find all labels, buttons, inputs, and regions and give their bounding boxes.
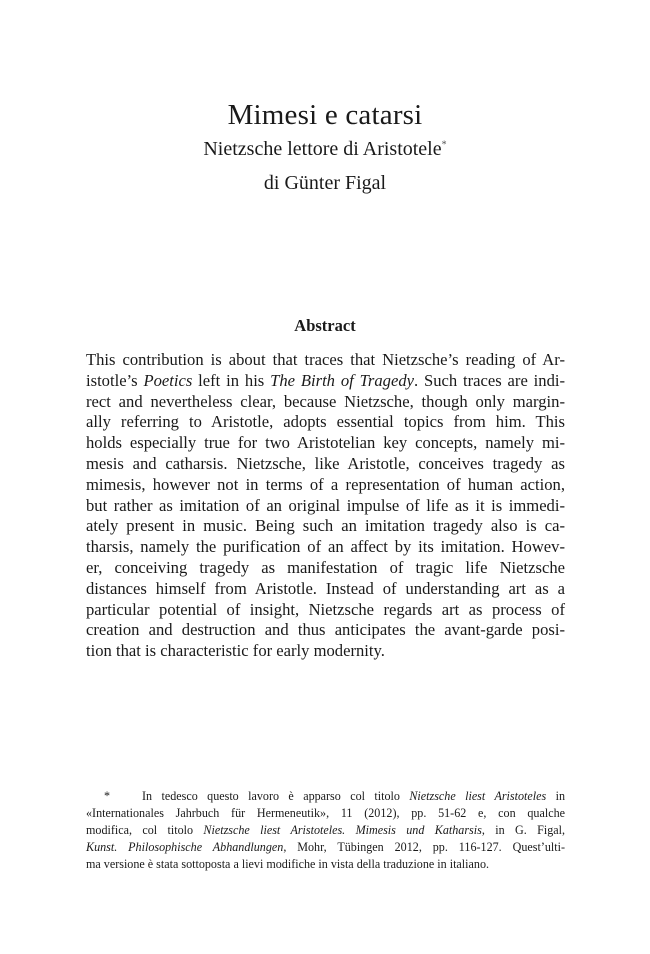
abstract-line bbox=[86, 579, 565, 600]
abstract-line bbox=[86, 371, 565, 392]
text-run: , Mohr, Tübingen 2012, pp. 116-127. Quest’ulti- bbox=[283, 840, 565, 854]
subtitle-text: Nietzsche lettore di Aristotele bbox=[203, 138, 442, 160]
abstract-line bbox=[86, 537, 565, 558]
text-run: ately present in music. Being such an imitation tragedy also is ca- bbox=[86, 516, 565, 536]
footnote-line bbox=[86, 839, 565, 856]
abstract-line bbox=[86, 620, 565, 641]
text-run: in bbox=[546, 789, 565, 803]
italic-title: Nietzsche liest Aristoteles. Mimesis und Katharsis bbox=[203, 823, 482, 837]
text-run: mesis and catharsis. Nietzsche, like Aristotle, conceives tragedy as bbox=[86, 453, 565, 473]
abstract-line bbox=[86, 412, 565, 433]
footnote-line bbox=[86, 805, 565, 822]
footnote-line bbox=[86, 856, 565, 873]
text-run: distances himself from Aristotle. Instead of understanding art as a bbox=[86, 578, 565, 598]
footnote-line bbox=[86, 822, 565, 839]
text-run: tharsis, namely the purification of an affect by its imitation. Howev- bbox=[86, 537, 565, 557]
text-run: istotle’s bbox=[86, 370, 144, 390]
title-block bbox=[0, 98, 650, 196]
abstract-line bbox=[86, 475, 565, 496]
abstract-line bbox=[86, 600, 565, 621]
abstract-line bbox=[86, 433, 565, 454]
abstract-body bbox=[86, 350, 565, 662]
text-run: In tedesco questo lavoro è apparso col titolo bbox=[142, 789, 410, 803]
text-run: but rather as imitation of an original impulse of life as it is immedi- bbox=[86, 495, 565, 515]
abstract-heading: Abstract bbox=[294, 316, 356, 335]
text-run: This contribution is about that traces that Nietzsche’s reading of Ar- bbox=[86, 350, 565, 369]
abstract-line bbox=[86, 350, 565, 371]
footnote-reference[interactable]: * bbox=[441, 139, 447, 151]
article-author: di Günter Figal bbox=[263, 172, 387, 194]
text-run: left in his bbox=[192, 370, 271, 390]
text-run: holds especially true for two Aristotelian key concepts, namely mi- bbox=[86, 433, 565, 453]
text-run: tion that is characteristic for early modernity. bbox=[86, 641, 385, 661]
text-run: rect and nevertheless clear, because Nietzsche, though only margin- bbox=[86, 391, 565, 411]
text-run: modifica, col titolo bbox=[86, 823, 204, 837]
abstract-line bbox=[86, 454, 565, 475]
italic-title: Kunst. Philosophische Abhandlungen bbox=[86, 840, 284, 854]
abstract-line bbox=[86, 558, 565, 579]
text-run: creation and destruction and thus anticipates the avant-garde posi- bbox=[86, 620, 565, 640]
article-subtitle bbox=[0, 136, 650, 162]
abstract-line bbox=[86, 641, 565, 662]
abstract-line bbox=[86, 516, 565, 537]
text-run: ally referring to Aristotle, adopts essential topics from him. This bbox=[86, 412, 565, 432]
text-run: mimesis, however not in terms of a representation of human action, bbox=[86, 474, 565, 494]
abstract-line bbox=[86, 392, 565, 413]
text-run: particular potential of insight, Nietzsche regards art as process of bbox=[86, 599, 565, 619]
italic-title: The Birth of Tragedy bbox=[270, 370, 414, 390]
italic-title: Nietzsche liest Aristoteles bbox=[409, 789, 547, 803]
footnote-mark: * bbox=[104, 789, 111, 803]
footnote-line bbox=[86, 788, 565, 805]
footnote bbox=[86, 788, 565, 873]
text-run: er, conceiving tragedy as manifestation of tragic life Nietzsche bbox=[86, 557, 565, 577]
abstract-line bbox=[86, 496, 565, 517]
text-run: ma versione è stata sottoposta a lievi modifiche in vista della traduzione in italiano. bbox=[86, 857, 490, 871]
text-run: . Such traces are indi- bbox=[413, 370, 566, 390]
text-run: «Internationales Jahrbuch für Hermeneutik», 11 (2012), pp. 51-62 e, con qualche bbox=[86, 806, 565, 820]
text-run: , in G. Figal, bbox=[481, 823, 565, 837]
article-title: Mimesi e catarsi bbox=[227, 99, 423, 131]
italic-title: Poetics bbox=[143, 370, 193, 390]
